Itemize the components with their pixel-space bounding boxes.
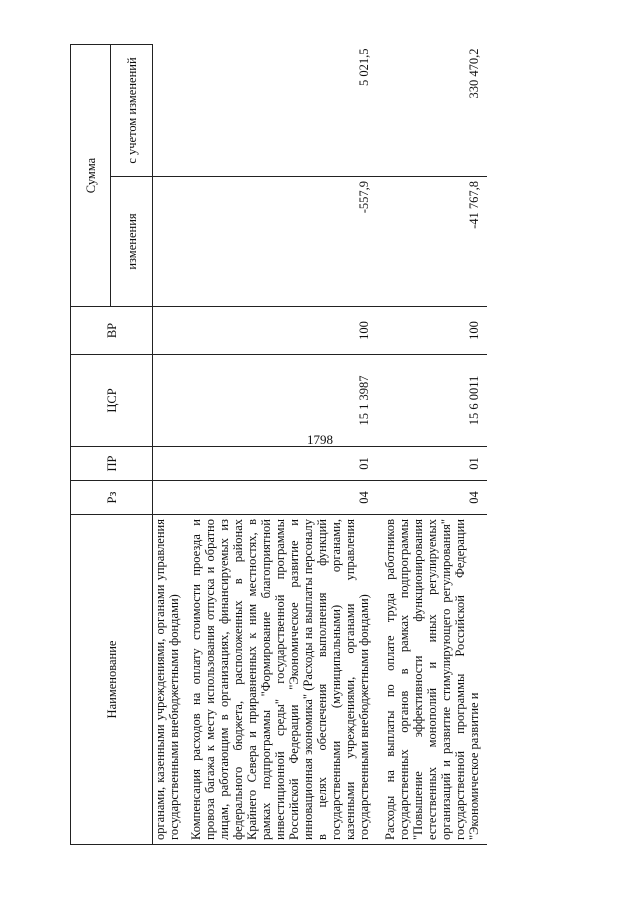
- table-row: [381, 45, 487, 845]
- budget-table: [70, 44, 487, 845]
- row-change: [153, 177, 188, 307]
- header-csr: ЦСР: [71, 355, 153, 447]
- table-header: [71, 45, 153, 845]
- row-csr: 15 1 3987: [187, 355, 381, 447]
- row-name: Компенсация расходов на оплату стоимости проезда и провоза багажа к месту использования отпуска и обратно лицам, работающим в организациях, финансируемых из федерального бюджета, расположенных в районах Крайнего Севера и приравненных к ним местностях, в рамках подпрограммы "Формирование благоприятной инвестиционной среды" государственной программы Российской Федерации "Экономическое развитие и инновационная экономика" (Расходы на выплаты персоналу в целях обеспечения выполнения функций государственными (муниципальными) органами, казенными учреждениями, органами управления государственными внебюджетными фондами): [187, 515, 381, 845]
- row-name: Расходы на выплаты по оплате труда работников государственных органов в рамках подпрограммы "Повышение эффективности функционирования естественных монополий и иных регулируемых организаций и развитие стимулирующего регулирования" государственной программы Российской Федерации "Экономическое развитие и: [381, 515, 487, 845]
- row-rz: 04: [381, 481, 487, 515]
- header-with-changes: с учетом изменений: [111, 45, 153, 177]
- row-rz: [153, 481, 188, 515]
- header-change: изменения: [111, 177, 153, 307]
- row-with-changes: 330 470,2: [381, 45, 487, 177]
- page-number-text: 1798: [307, 432, 333, 447]
- row-change: -41 767,8: [381, 177, 487, 307]
- row-rz: 04: [187, 481, 381, 515]
- table-row: [153, 45, 188, 845]
- row-vr: 100: [381, 307, 487, 355]
- row-with-changes: [153, 45, 188, 177]
- row-change: -557,9: [187, 177, 381, 307]
- header-name: Наименование: [71, 515, 153, 845]
- budget-table-sheet: [70, 45, 610, 845]
- header-vr: ВР: [71, 307, 153, 355]
- row-vr: [153, 307, 188, 355]
- row-pr: [153, 447, 188, 481]
- table-row: [187, 45, 381, 845]
- header-sum: Сумма: [71, 45, 111, 307]
- row-name: органами, казенными учреждениями, органами управления государственными внебюджетными фондами): [153, 515, 188, 845]
- header-pr: ПР: [71, 447, 153, 481]
- row-csr: [153, 355, 188, 447]
- row-with-changes: 5 021,5: [187, 45, 381, 177]
- header-rz: Рз: [71, 481, 153, 515]
- row-pr: 01: [187, 447, 381, 481]
- row-csr: 15 6 0011: [381, 355, 487, 447]
- row-vr: 100: [187, 307, 381, 355]
- row-pr: 01: [381, 447, 487, 481]
